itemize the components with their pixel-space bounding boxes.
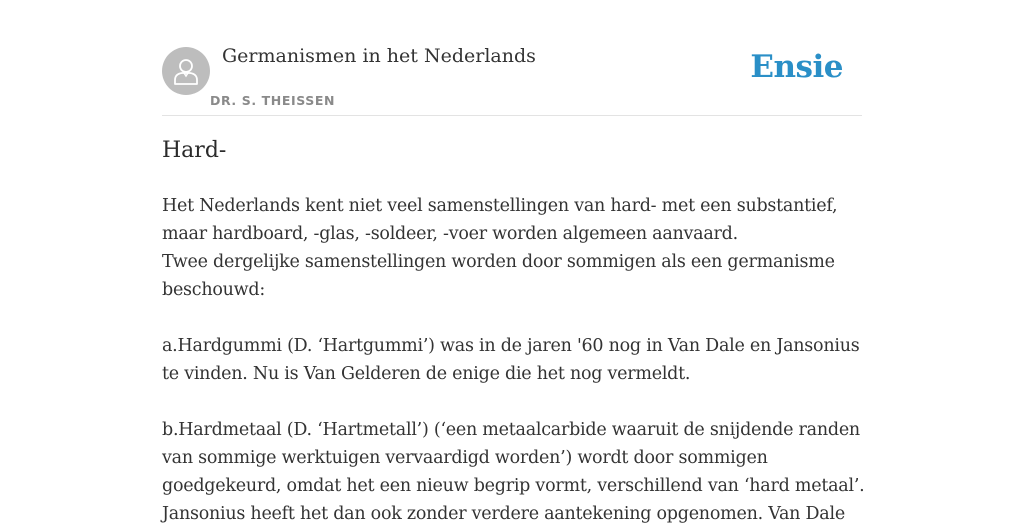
- ensie-logo[interactable]: Ensie: [750, 49, 843, 85]
- document-title[interactable]: Germanismen in het Nederlands: [222, 45, 536, 67]
- body-line: Jansonius heeft het dan ook zonder verdere aantekening opgenomen. Van Dale: [162, 504, 845, 524]
- body-line: goedgekeurd, omdat het een nieuw begrip vormt, verschillend van ‘hard metaal’.: [162, 476, 865, 496]
- article-body: [162, 192, 865, 528]
- entry-heading: Hard-: [162, 138, 227, 163]
- author-name[interactable]: DR. S. THEISSEN: [210, 93, 336, 108]
- body-line: Twee dergelijke samenstellingen worden door sommigen als een germanisme: [162, 252, 835, 272]
- body-line: maar hardboard, -glas, -soldeer, -voer worden algemeen aanvaard.: [162, 224, 738, 244]
- body-line: beschouwd:: [162, 280, 265, 300]
- body-line: a.Hardgummi (D. ‘Hartgummi’) was in de jaren '60 nog in Van Dale en Jansonius: [162, 336, 860, 356]
- body-line: Het Nederlands kent niet veel samenstellingen van hard- met een substantief,: [162, 196, 838, 216]
- document-header: [162, 0, 862, 116]
- body-line: te vinden. Nu is Van Gelderen de enige die het nog vermeldt.: [162, 364, 691, 384]
- author-avatar[interactable]: [162, 47, 210, 95]
- user-icon: [173, 57, 199, 85]
- body-line: van sommige werktuigen vervaardigd worden’) wordt door sommigen: [162, 448, 768, 468]
- paragraph-gap: [162, 304, 862, 332]
- paragraph-gap: [162, 388, 862, 416]
- body-line: b.Hardmetaal (D. ‘Hartmetall’) (‘een metaalcarbide waaruit de snijdende randen: [162, 420, 860, 440]
